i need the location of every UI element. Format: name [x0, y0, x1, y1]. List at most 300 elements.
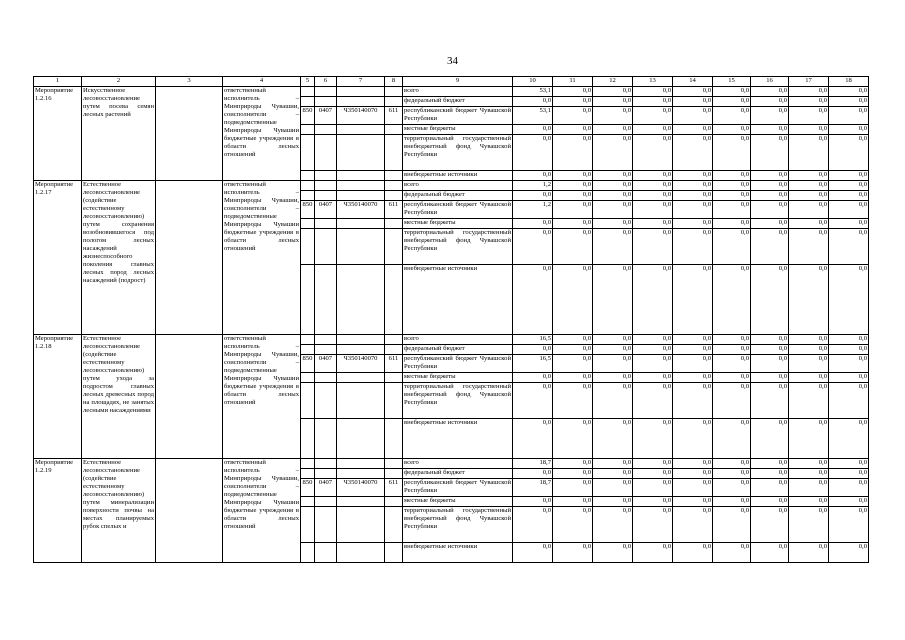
empty-cell [337, 229, 385, 265]
funding-value: 0,0 [553, 191, 593, 201]
funding-value: 0,0 [829, 201, 869, 219]
empty-cell [385, 543, 403, 563]
funding-value: 0,0 [713, 219, 751, 229]
measure-name: Мероприятие 1.2.16 [34, 87, 82, 181]
funding-source: местные бюджеты [403, 125, 513, 135]
funding-value: 0,0 [713, 191, 751, 201]
funding-value: 0,0 [553, 507, 593, 543]
empty-cell [156, 87, 223, 181]
funding-value: 0,0 [673, 201, 713, 219]
column-header: 6 [315, 77, 337, 87]
funding-value: 0,0 [553, 97, 593, 107]
funding-value: 0,0 [513, 373, 553, 383]
funding-value: 0,0 [513, 191, 553, 201]
funding-value: 0,0 [593, 459, 633, 469]
measure-name: Мероприятие 1.2.17 [34, 181, 82, 335]
table-row [34, 459, 869, 469]
funding-value: 0,0 [673, 97, 713, 107]
column-header: 13 [633, 77, 673, 87]
empty-cell [315, 265, 337, 335]
funding-source: федеральный бюджет [403, 469, 513, 479]
funding-value: 0,0 [751, 181, 789, 191]
funding-value: 0,0 [553, 345, 593, 355]
funding-value: 0,0 [751, 507, 789, 543]
funding-value: 0,0 [593, 543, 633, 563]
empty-cell [385, 373, 403, 383]
funding-value: 0,0 [789, 497, 829, 507]
funding-value: 0,0 [713, 107, 751, 125]
funding-value: 0,0 [713, 419, 751, 459]
funding-value: 0,0 [713, 125, 751, 135]
funding-value: 0,0 [751, 335, 789, 345]
funding-value: 0,0 [751, 201, 789, 219]
empty-cell [301, 125, 315, 135]
funding-value: 0,0 [789, 459, 829, 469]
funding-value: 0,0 [633, 181, 673, 191]
funding-value: 0,0 [713, 97, 751, 107]
funding-value: 0,0 [513, 419, 553, 459]
empty-cell [385, 345, 403, 355]
funding-value: 0,0 [593, 87, 633, 97]
empty-cell [385, 97, 403, 107]
budget-code: Ч350140070 [337, 355, 385, 373]
funding-value: 0,0 [751, 265, 789, 335]
funding-value: 0,0 [633, 469, 673, 479]
funding-value: 0,0 [553, 265, 593, 335]
empty-cell [337, 181, 385, 191]
empty-cell [315, 335, 337, 345]
funding-value: 0,0 [593, 373, 633, 383]
funding-value: 0,0 [829, 419, 869, 459]
funding-value: 0,0 [829, 335, 869, 345]
funding-source: республиканский бюджет Чувашской Республики [403, 201, 513, 219]
column-header: 1 [34, 77, 82, 87]
measure-description: Естественное лесовосстановление (содействие естественному лесовосстановлению) путем ухода за подростом главных лесных древесных пород на площадях, не занятых лесными насаждениями [82, 335, 156, 459]
funding-source: республиканский бюджет Чувашской Республики [403, 107, 513, 125]
empty-cell [337, 459, 385, 469]
empty-cell [385, 181, 403, 191]
empty-cell [385, 335, 403, 345]
funding-value: 0,0 [713, 87, 751, 97]
funding-value: 0,0 [789, 383, 829, 419]
funding-value: 0,0 [513, 497, 553, 507]
funding-value: 0,0 [789, 97, 829, 107]
funding-value: 0,0 [593, 479, 633, 497]
empty-cell [337, 135, 385, 171]
funding-value: 0,0 [713, 135, 751, 171]
funding-value: 53,1 [513, 107, 553, 125]
funding-value: 0,0 [673, 383, 713, 419]
empty-cell [315, 171, 337, 181]
funding-source: всего [403, 87, 513, 97]
funding-value: 0,0 [553, 419, 593, 459]
empty-cell [301, 469, 315, 479]
funding-value: 0,0 [633, 171, 673, 181]
funding-value: 0,0 [789, 373, 829, 383]
funding-value: 0,0 [593, 125, 633, 135]
funding-value: 0,0 [789, 171, 829, 181]
empty-cell [301, 229, 315, 265]
funding-value: 0,0 [829, 229, 869, 265]
funding-source: федеральный бюджет [403, 191, 513, 201]
responsible-executor: ответственный исполнитель – Минприроды Чувашии, соисполнители – подведомственные Минприроды Чувашии бюджетные учреждения в области лесных отношений [223, 459, 301, 563]
empty-cell [301, 497, 315, 507]
funding-value: 0,0 [789, 219, 829, 229]
budget-code: Ч350140070 [337, 107, 385, 125]
measure-description: Искусственное лесовосстановление путем посева семян лесных растений [82, 87, 156, 181]
funding-value: 0,0 [593, 191, 633, 201]
empty-cell [385, 497, 403, 507]
column-header: 14 [673, 77, 713, 87]
funding-value: 0,0 [593, 135, 633, 171]
empty-cell [315, 125, 337, 135]
funding-value: 0,0 [789, 181, 829, 191]
table-row [34, 335, 869, 345]
funding-value: 0,0 [593, 335, 633, 345]
funding-value: 0,0 [513, 135, 553, 171]
funding-value: 0,0 [829, 125, 869, 135]
funding-value: 0,0 [513, 229, 553, 265]
budget-code: Ч350140070 [337, 479, 385, 497]
funding-source: территориальный государственный внебюджетный фонд Чувашской Республики [403, 135, 513, 171]
funding-value: 0,0 [751, 107, 789, 125]
funding-value: 0,0 [633, 373, 673, 383]
budget-code: 0407 [315, 107, 337, 125]
funding-value: 0,0 [673, 87, 713, 97]
budget-code: 850 [301, 201, 315, 219]
funding-value: 0,0 [553, 181, 593, 191]
funding-value: 0,0 [673, 507, 713, 543]
funding-value: 0,0 [789, 335, 829, 345]
funding-value: 0,0 [751, 219, 789, 229]
empty-cell [385, 135, 403, 171]
table-row [34, 181, 869, 191]
empty-cell [301, 219, 315, 229]
funding-value: 0,0 [673, 125, 713, 135]
funding-source: федеральный бюджет [403, 97, 513, 107]
funding-value: 0,0 [713, 201, 751, 219]
empty-cell [301, 345, 315, 355]
funding-value: 0,0 [553, 479, 593, 497]
empty-cell [385, 507, 403, 543]
funding-value: 0,0 [713, 543, 751, 563]
funding-value: 0,0 [673, 419, 713, 459]
empty-cell [385, 229, 403, 265]
funding-value: 0,0 [553, 469, 593, 479]
funding-value: 0,0 [633, 383, 673, 419]
funding-value: 0,0 [593, 345, 633, 355]
funding-value: 0,0 [593, 469, 633, 479]
funding-value: 16,5 [513, 335, 553, 345]
funding-value: 0,0 [513, 171, 553, 181]
empty-cell [385, 191, 403, 201]
empty-cell [301, 97, 315, 107]
funding-value: 0,0 [633, 191, 673, 201]
funding-value: 0,0 [829, 191, 869, 201]
budget-code: 611 [385, 479, 403, 497]
empty-cell [315, 469, 337, 479]
funding-value: 0,0 [553, 543, 593, 563]
funding-value: 0,0 [633, 87, 673, 97]
funding-source: внебюджетные источники [403, 419, 513, 459]
funding-value: 0,0 [829, 219, 869, 229]
funding-value: 0,0 [593, 201, 633, 219]
column-header: 11 [553, 77, 593, 87]
funding-value: 0,0 [593, 107, 633, 125]
funding-value: 0,0 [829, 497, 869, 507]
empty-cell [301, 135, 315, 171]
funding-value: 0,0 [633, 265, 673, 335]
funding-value: 0,0 [593, 419, 633, 459]
empty-cell [385, 469, 403, 479]
funding-value: 0,0 [553, 459, 593, 469]
empty-cell [301, 507, 315, 543]
funding-value: 0,0 [829, 107, 869, 125]
funding-value: 0,0 [633, 507, 673, 543]
empty-cell [315, 373, 337, 383]
funding-value: 0,0 [673, 191, 713, 201]
empty-cell [337, 507, 385, 543]
funding-value: 0,0 [751, 191, 789, 201]
funding-value: 0,0 [633, 459, 673, 469]
funding-value: 0,0 [633, 107, 673, 125]
funding-value: 0,0 [513, 265, 553, 335]
funding-value: 0,0 [673, 107, 713, 125]
funding-value: 0,0 [713, 335, 751, 345]
funding-value: 0,0 [751, 479, 789, 497]
funding-value: 0,0 [789, 419, 829, 459]
empty-cell [315, 135, 337, 171]
funding-value: 0,0 [593, 497, 633, 507]
funding-value: 0,0 [789, 507, 829, 543]
funding-value: 0,0 [673, 135, 713, 171]
funding-value: 0,0 [829, 97, 869, 107]
measure-name: Мероприятие 1.2.18 [34, 335, 82, 459]
funding-value: 0,0 [513, 345, 553, 355]
funding-value: 0,0 [713, 479, 751, 497]
empty-cell [301, 335, 315, 345]
budget-code: 611 [385, 107, 403, 125]
funding-value: 18,7 [513, 459, 553, 469]
funding-value: 0,0 [829, 355, 869, 373]
funding-value: 0,0 [789, 87, 829, 97]
funding-value: 0,0 [633, 135, 673, 171]
funding-value: 0,0 [829, 469, 869, 479]
budget-code: 611 [385, 355, 403, 373]
funding-value: 0,0 [789, 229, 829, 265]
funding-value: 0,0 [789, 543, 829, 563]
budget-code: 850 [301, 107, 315, 125]
funding-value: 0,0 [673, 229, 713, 265]
funding-value: 0,0 [513, 543, 553, 563]
funding-source: республиканский бюджет Чувашской Республики [403, 355, 513, 373]
funding-source: территориальный государственный внебюджетный фонд Чувашской Республики [403, 229, 513, 265]
funding-value: 0,0 [789, 469, 829, 479]
empty-cell [315, 543, 337, 563]
responsible-executor: ответственный исполнитель – Минприроды Чувашии, соисполнители – подведомственные Минприроды Чувашии бюджетные учреждения в области лесных отношений [223, 335, 301, 459]
empty-cell [315, 87, 337, 97]
funding-source: внебюджетные источники [403, 543, 513, 563]
funding-value: 1,2 [513, 181, 553, 191]
empty-cell [385, 87, 403, 97]
table-row [34, 87, 869, 97]
funding-value: 0,0 [513, 507, 553, 543]
empty-cell [337, 345, 385, 355]
empty-cell [315, 383, 337, 419]
budget-code: 0407 [315, 201, 337, 219]
funding-value: 0,0 [553, 219, 593, 229]
funding-source: внебюджетные источники [403, 171, 513, 181]
funding-value: 0,0 [513, 469, 553, 479]
funding-source: республиканский бюджет Чувашской Республики [403, 479, 513, 497]
empty-cell [301, 265, 315, 335]
funding-value: 0,0 [829, 87, 869, 97]
column-header: 16 [751, 77, 789, 87]
funding-value: 0,0 [593, 181, 633, 191]
funding-value: 0,0 [673, 171, 713, 181]
funding-value: 0,0 [633, 219, 673, 229]
funding-value: 0,0 [829, 373, 869, 383]
empty-cell [337, 191, 385, 201]
empty-cell [315, 419, 337, 459]
funding-value: 0,0 [829, 135, 869, 171]
funding-value: 0,0 [673, 335, 713, 345]
funding-value: 0,0 [593, 97, 633, 107]
column-header: 10 [513, 77, 553, 87]
funding-value: 0,0 [553, 125, 593, 135]
empty-cell [337, 265, 385, 335]
funding-value: 0,0 [513, 125, 553, 135]
funding-value: 0,0 [673, 345, 713, 355]
funding-value: 0,0 [633, 125, 673, 135]
funding-value: 0,0 [593, 383, 633, 419]
funding-value: 0,0 [633, 497, 673, 507]
funding-source: территориальный государственный внебюджетный фонд Чувашской Республики [403, 507, 513, 543]
funding-value: 0,0 [633, 479, 673, 497]
empty-cell [315, 181, 337, 191]
budget-code: 0407 [315, 479, 337, 497]
funding-value: 0,0 [751, 171, 789, 181]
funding-value: 0,0 [751, 229, 789, 265]
funding-value: 0,0 [673, 219, 713, 229]
funding-value: 0,0 [751, 373, 789, 383]
empty-cell [301, 171, 315, 181]
funding-value: 0,0 [673, 265, 713, 335]
funding-value: 0,0 [789, 107, 829, 125]
empty-cell [156, 335, 223, 459]
funding-value: 0,0 [553, 201, 593, 219]
budget-code: Ч350140070 [337, 201, 385, 219]
funding-value: 0,0 [829, 265, 869, 335]
funding-value: 0,0 [789, 479, 829, 497]
funding-value: 0,0 [751, 469, 789, 479]
funding-value: 0,0 [789, 265, 829, 335]
funding-value: 0,0 [593, 265, 633, 335]
empty-cell [301, 373, 315, 383]
funding-source: всего [403, 459, 513, 469]
empty-cell [337, 171, 385, 181]
empty-cell [337, 335, 385, 345]
funding-value: 0,0 [713, 171, 751, 181]
funding-value: 0,0 [673, 355, 713, 373]
funding-value: 0,0 [633, 201, 673, 219]
column-header: 5 [301, 77, 315, 87]
funding-value: 0,0 [633, 229, 673, 265]
column-header: 17 [789, 77, 829, 87]
funding-value: 0,0 [553, 229, 593, 265]
funding-value: 0,0 [751, 383, 789, 419]
funding-value: 0,0 [713, 459, 751, 469]
funding-value: 0,0 [751, 543, 789, 563]
responsible-executor: ответственный исполнитель – Минприроды Чувашии, соисполнители – подведомственные Минприроды Чувашии бюджетные учреждения в области лесных отношений [223, 181, 301, 335]
empty-cell [337, 543, 385, 563]
funding-value: 0,0 [673, 181, 713, 191]
funding-value: 0,0 [633, 335, 673, 345]
funding-source: всего [403, 181, 513, 191]
funding-value: 0,0 [789, 135, 829, 171]
funding-value: 0,0 [789, 201, 829, 219]
column-header: 9 [403, 77, 513, 87]
funding-value: 0,0 [553, 355, 593, 373]
empty-cell [301, 383, 315, 419]
funding-value: 0,0 [673, 479, 713, 497]
empty-cell [385, 171, 403, 181]
funding-value: 0,0 [789, 355, 829, 373]
empty-cell [315, 191, 337, 201]
funding-value: 0,0 [713, 383, 751, 419]
column-header: 3 [156, 77, 223, 87]
funding-value: 0,0 [713, 469, 751, 479]
funding-value: 0,0 [789, 191, 829, 201]
funding-value: 0,0 [513, 383, 553, 419]
budget-code: 0407 [315, 355, 337, 373]
empty-cell [156, 459, 223, 563]
measure-description: Естественное лесовосстановление (содействие естественному лесовосстановлению) путем минерализации поверхности почвы на местах планируемых рубок спелых и [82, 459, 156, 563]
funding-value: 0,0 [789, 345, 829, 355]
budget-code: 850 [301, 355, 315, 373]
empty-cell [385, 383, 403, 419]
empty-cell [301, 419, 315, 459]
empty-cell [337, 419, 385, 459]
funding-value: 0,0 [633, 419, 673, 459]
measure-description: Естественное лесовосстановление (содействие естественному лесовосстановлению) путем сохранения возобновившегося под пологом лесных насаждений жизнеспособного поколения главных лесных пород лесных насаждений (подрост) [82, 181, 156, 335]
funding-value: 0,0 [593, 229, 633, 265]
empty-cell [315, 497, 337, 507]
funding-value: 0,0 [633, 345, 673, 355]
funding-value: 0,0 [829, 171, 869, 181]
empty-cell [315, 459, 337, 469]
empty-cell [337, 497, 385, 507]
funding-value: 0,0 [751, 97, 789, 107]
funding-value: 0,0 [751, 87, 789, 97]
funding-value: 0,0 [633, 97, 673, 107]
funding-value: 0,0 [593, 219, 633, 229]
budget-code: 850 [301, 479, 315, 497]
empty-cell [385, 125, 403, 135]
program-table [33, 76, 869, 563]
column-header: 7 [337, 77, 385, 87]
empty-cell [337, 219, 385, 229]
empty-cell [337, 97, 385, 107]
funding-source: внебюджетные источники [403, 265, 513, 335]
empty-cell [337, 383, 385, 419]
funding-value: 0,0 [593, 507, 633, 543]
funding-value: 0,0 [553, 335, 593, 345]
funding-value: 0,0 [751, 497, 789, 507]
column-header: 4 [223, 77, 301, 87]
empty-cell [385, 459, 403, 469]
responsible-executor: ответственный исполнитель – Минприроды Чувашии, соисполнители – подведомственные Минприроды Чувашии бюджетные учреждения в области лесных отношений [223, 87, 301, 181]
